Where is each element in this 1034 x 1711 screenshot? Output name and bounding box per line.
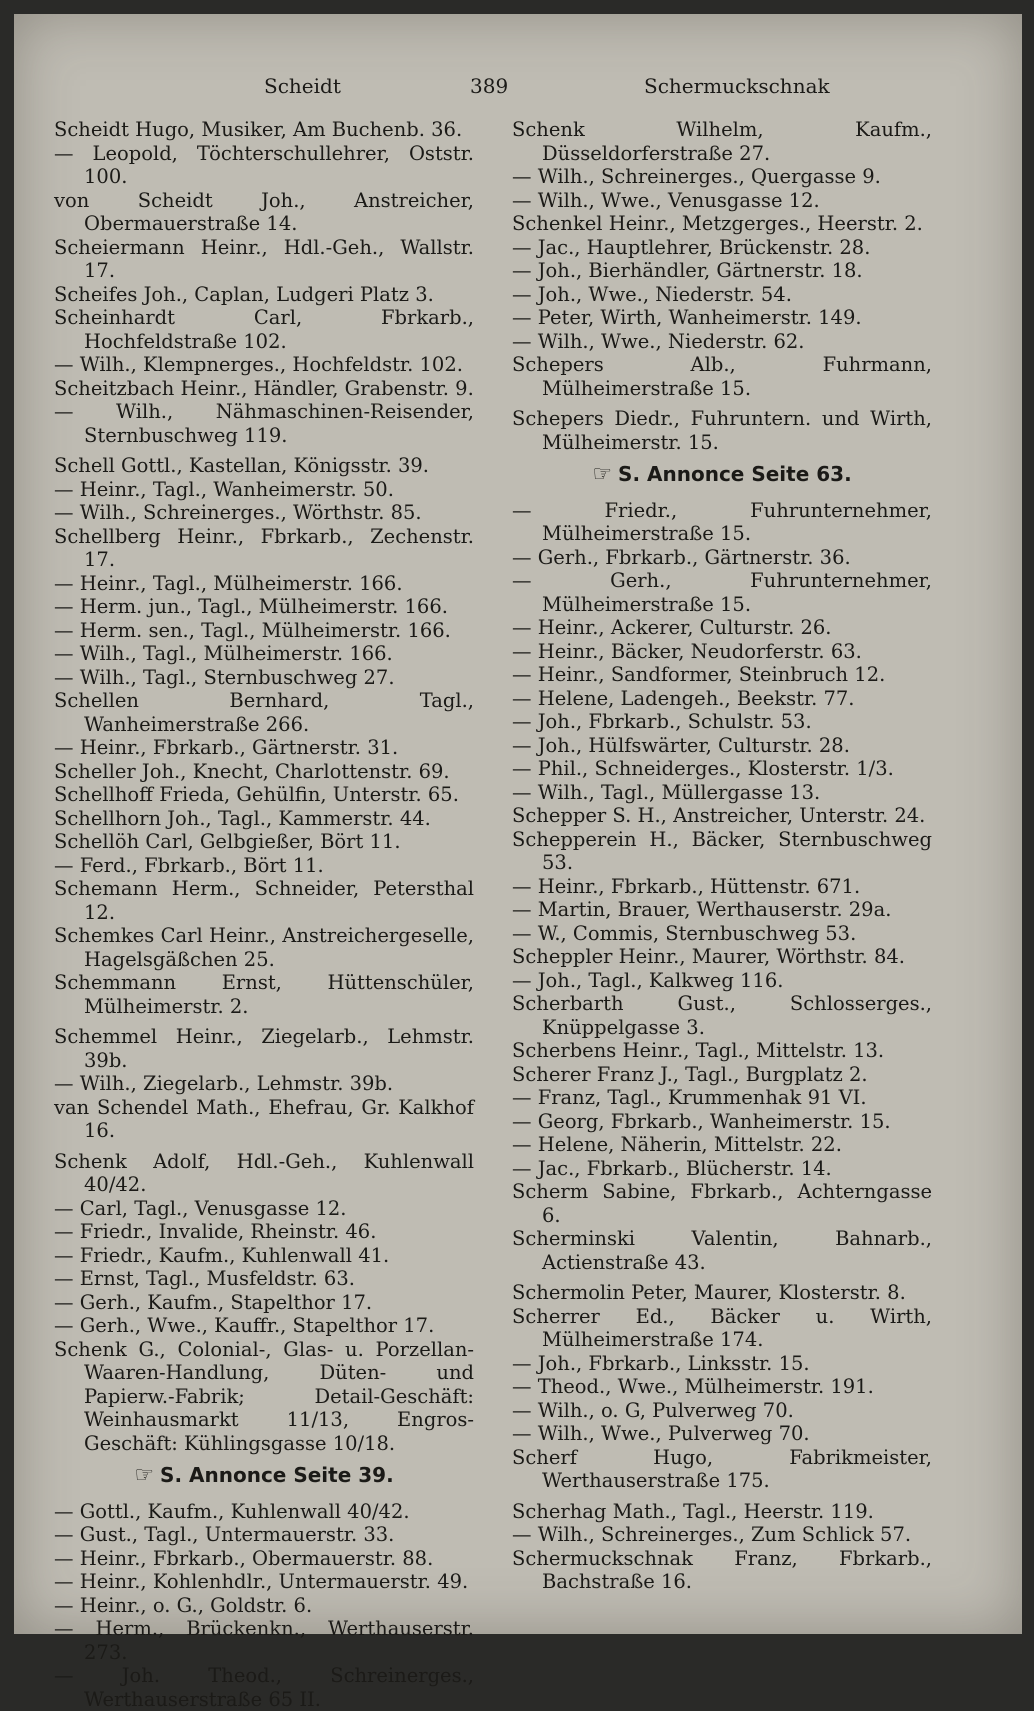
- directory-entry: Scherm Sabine, Fbrkarb., Achterngasse 6.: [512, 1180, 932, 1227]
- page-header: [14, 74, 1022, 104]
- directory-entry: — Heinr., Ackerer, Culturstr. 26.: [512, 616, 832, 639]
- directory-entry: — Wilh., Wwe., Niederstr. 62.: [512, 329, 805, 353]
- directory-entry: — Joh., Hülfswärter, Culturstr. 28.: [512, 733, 850, 757]
- directory-entry: — Herm. sen., Tagl., Mülheimerstr. 166.: [54, 618, 451, 642]
- directory-entry: Schepers Alb., Fuhrmann, Mülheimerstraße 15.: [512, 353, 932, 400]
- directory-entry: — Joh., Fbrkarb., Schulstr. 53.: [512, 710, 812, 733]
- directory-entry: Scheifes Joh., Caplan, Ludgeri Platz 3.: [54, 282, 434, 306]
- directory-entry: Schemann Herm., Schneider, Petersthal 12.: [54, 877, 474, 924]
- directory-entry: — Ernst, Tagl., Musfeldstr. 63.: [54, 1267, 355, 1290]
- header-left-keyword: Scheidt: [264, 74, 341, 98]
- directory-entry: Schepperein H., Bäcker, Sternbuschweg 53.: [512, 827, 932, 874]
- directory-entry: — Theod., Wwe., Mülheimerstr. 191.: [512, 1375, 874, 1398]
- directory-entry: — Peter, Wirth, Wanheimerstr. 149.: [512, 306, 862, 329]
- directory-entry: — Heinr., Fbrkarb., Obermauerstr. 88.: [54, 1546, 434, 1570]
- directory-entry: — Wilh., Wwe., Venusgasse 12.: [512, 188, 820, 212]
- directory-entry: — W., Commis, Sternbuschweg 53.: [512, 921, 857, 945]
- directory-entry: — Joh., Wwe., Niederstr. 54.: [512, 282, 792, 306]
- directory-entry: Schenk G., Colonial-, Glas- u. Porzellan-Waaren-Handlung, Düten- und Papierw.-Fabrik; Detail-Geschäft: Weinhausmarkt 11/13, Engros-Geschäft: Kühlingsgasse 10/18.: [54, 1337, 474, 1455]
- directory-entry: — Heinr., Kohlenhdlr., Untermauerstr. 49.: [54, 1570, 469, 1593]
- directory-entry: — Friedr., Fuhrunternehmer, Mülheimerstraße 15.: [512, 498, 932, 545]
- directory-entry: — Joh., Fbrkarb., Linksstr. 15.: [512, 1351, 810, 1375]
- annonce-text: S. Annonce Seite 39.: [160, 1463, 394, 1487]
- directory-entry: Schellhorn Joh., Tagl., Kammerstr. 44.: [54, 806, 431, 830]
- directory-entry: Schermolin Peter, Maurer, Klosterstr. 8.: [512, 1281, 906, 1304]
- page-number: 389: [470, 74, 509, 98]
- directory-entry: — Wilh., o. G, Pulverweg 70.: [512, 1398, 794, 1422]
- directory-entry: Scherhag Math., Tagl., Heerstr. 119.: [512, 1499, 874, 1523]
- directory-entry: — Joh. Theod., Schreinerges., Werthauserstraße 65 II.: [54, 1664, 474, 1711]
- pointing-hand-icon: ☞: [592, 462, 613, 487]
- directory-entry: — Heinr., Fbrkarb., Gärtnerstr. 31.: [54, 736, 399, 759]
- directory-entry: — Phil., Schneiderges., Klosterstr. 1/3.: [512, 757, 894, 780]
- directory-entry: — Ferd., Fbrkarb., Bört 11.: [54, 853, 324, 877]
- directory-entry: — Heinr., o. G., Goldstr. 6.: [54, 1593, 313, 1617]
- directory-entry: — Jac., Fbrkarb., Blücherstr. 14.: [512, 1156, 832, 1180]
- directory-entry: von Scheidt Joh., Anstreicher, Obermauerstraße 14.: [54, 188, 474, 235]
- directory-entry: — Heinr., Fbrkarb., Hüttenstr. 671.: [512, 874, 861, 898]
- directory-entry: Scherbens Heinr., Tagl., Mittelstr. 13.: [512, 1039, 885, 1062]
- directory-entry: Scheitzbach Heinr., Händler, Grabenstr. 9.: [54, 376, 474, 400]
- directory-entry: — Herm., Brückenkn., Werthauserstr. 273.: [54, 1617, 474, 1664]
- directory-entry: — Friedr., Invalide, Rheinstr. 46.: [54, 1220, 377, 1243]
- directory-entry: — Heinr., Sandformer, Steinbruch 12.: [512, 663, 886, 686]
- directory-entry: Scheppler Heinr., Maurer, Wörthstr. 84.: [512, 945, 905, 968]
- directory-entry: Schellen Bernhard, Tagl., Wanheimerstraße 266.: [54, 689, 474, 736]
- pointing-hand-icon: ☞: [134, 1463, 155, 1488]
- directory-entry: — Gust., Tagl., Untermauerstr. 33.: [54, 1523, 395, 1546]
- directory-entry: — Wilh., Tagl., Müllergasse 13.: [512, 780, 821, 804]
- directory-entry: — Heinr., Tagl., Mülheimerstr. 166.: [54, 571, 403, 595]
- directory-entry: Schemmann Ernst, Hüttenschüler, Mülheimerstr. 2.: [54, 971, 474, 1018]
- directory-entry: Schell Gottl., Kastellan, Königsstr. 39.: [54, 454, 430, 477]
- directory-entry: Schenkel Heinr., Metzgerges., Heerstr. 2.: [512, 212, 923, 235]
- directory-entry: Scherminski Valentin, Bahnarb., Actienstraße 43.: [512, 1227, 932, 1274]
- directory-entry: — Wilh., Ziegelarb., Lehmstr. 39b.: [54, 1072, 394, 1095]
- directory-entry: — Friedr., Kaufm., Kuhlenwall 41.: [54, 1243, 390, 1267]
- directory-entry: Schepper S. H., Anstreicher, Unterstr. 24.: [512, 804, 926, 827]
- left-column: [54, 118, 474, 1711]
- directory-entry: Scheidt Hugo, Musiker, Am Buchenb. 36.: [54, 118, 463, 141]
- directory-entry: Schermuckschnak Franz, Fbrkarb., Bachstraße 16.: [512, 1546, 932, 1593]
- directory-entry: — Gerh., Fuhrunternehmer, Mülheimerstraße 15.: [512, 569, 932, 616]
- directory-entry: — Franz, Tagl., Krummenhak 91 VI.: [512, 1086, 867, 1109]
- directory-entry: — Wilh., Klempnerges., Hochfeldstr. 102.: [54, 353, 463, 376]
- directory-entry: — Gottl., Kaufm., Kuhlenwall 40/42.: [54, 1499, 410, 1523]
- directory-entry: — Helene, Näherin, Mittelstr. 22.: [512, 1133, 842, 1156]
- directory-entry: — Wilh., Tagl., Sternbuschweg 27.: [54, 665, 395, 689]
- directory-entry: — Gerh., Wwe., Kauffr., Stapelthor 17.: [54, 1314, 435, 1337]
- directory-entry: — Georg, Fbrkarb., Wanheimerstr. 15.: [512, 1109, 891, 1133]
- directory-entry: — Joh., Tagl., Kalkweg 116.: [512, 968, 784, 992]
- directory-entry: Schenk Adolf, Hdl.-Geh., Kuhlenwall 40/42.: [54, 1149, 474, 1196]
- header-right-keyword: Schermuckschnak: [644, 74, 830, 98]
- directory-entry: Schepers Diedr., Fuhruntern. und Wirth, Mülheimerstr. 15.: [512, 407, 932, 454]
- right-column: [512, 118, 932, 1594]
- directory-entry: — Gerh., Fbrkarb., Gärtnerstr. 36.: [512, 545, 851, 569]
- directory-entry: Scherer Franz J., Tagl., Burgplatz 2.: [512, 1062, 868, 1086]
- directory-entry: Schenk Wilhelm, Kaufm., Düsseldorferstraße 27.: [512, 118, 932, 165]
- directory-entry: Scherf Hugo, Fabrikmeister, Werthauserstraße 175.: [512, 1445, 932, 1492]
- directory-entry: Scheller Joh., Knecht, Charlottenstr. 69.: [54, 759, 450, 783]
- directory-entry: — Herm. jun., Tagl., Mülheimerstr. 166.: [54, 595, 448, 618]
- directory-entry: — Martin, Brauer, Werthauserstr. 29a.: [512, 898, 892, 921]
- directory-entry: Scherbarth Gust., Schlosserges., Knüppelgasse 3.: [512, 992, 932, 1039]
- directory-entry: van Schendel Math., Ehefrau, Gr. Kalkhof 16.: [54, 1095, 474, 1142]
- directory-entry: — Wilh., Nähmaschinen-Reisender, Sternbuschweg 119.: [54, 400, 474, 447]
- directory-entry: — Helene, Ladengeh., Beekstr. 77.: [512, 686, 855, 710]
- directory-entry: — Heinr., Bäcker, Neudorferstr. 63.: [512, 639, 862, 663]
- directory-entry: — Joh., Bierhändler, Gärtnerstr. 18.: [512, 259, 863, 282]
- directory-entry: Scherrer Ed., Bäcker u. Wirth, Mülheimerstraße 174.: [512, 1304, 932, 1351]
- annonce-reference: [512, 463, 932, 487]
- directory-entry: Schellhoff Frieda, Gehülfin, Unterstr. 65.: [54, 783, 459, 806]
- directory-page: [14, 14, 1022, 1711]
- directory-entry: — Heinr., Tagl., Wanheimerstr. 50.: [54, 477, 394, 501]
- directory-entry: — Wilh., Schreinerges., Quergasse 9.: [512, 165, 881, 188]
- directory-entry: — Wilh., Schreinerges., Zum Schlick 57.: [512, 1523, 912, 1546]
- directory-entry: Scheiermann Heinr., Hdl.-Geh., Wallstr. 17.: [54, 235, 474, 282]
- directory-entry: Schellberg Heinr., Fbrkarb., Zechenstr. 17.: [54, 524, 474, 571]
- directory-entry: Scheinhardt Carl, Fbrkarb., Hochfeldstraße 102.: [54, 306, 474, 353]
- directory-entry: Schemmel Heinr., Ziegelarb., Lehmstr. 39b.: [54, 1025, 474, 1072]
- directory-entry: — Wilh., Tagl., Mülheimerstr. 166.: [54, 642, 393, 665]
- directory-entry: Schemkes Carl Heinr., Anstreichergeselle, Hagelsgäßchen 25.: [54, 924, 474, 971]
- directory-entry: — Wilh., Wwe., Pulverweg 70.: [512, 1422, 810, 1445]
- directory-entry: — Leopold, Töchterschullehrer, Oststr. 100.: [54, 141, 474, 188]
- directory-entry: — Wilh., Schreinerges., Wörthstr. 85.: [54, 501, 422, 524]
- directory-entry: — Gerh., Kaufm., Stapelthor 17.: [54, 1290, 373, 1314]
- directory-entry: — Jac., Hauptlehrer, Brückenstr. 28.: [512, 235, 871, 259]
- annonce-reference: [54, 1464, 474, 1488]
- directory-entry: Schellöh Carl, Gelbgießer, Bört 11.: [54, 830, 401, 853]
- directory-entry: — Carl, Tagl., Venusgasse 12.: [54, 1196, 347, 1220]
- annonce-text: S. Annonce Seite 63.: [618, 462, 852, 486]
